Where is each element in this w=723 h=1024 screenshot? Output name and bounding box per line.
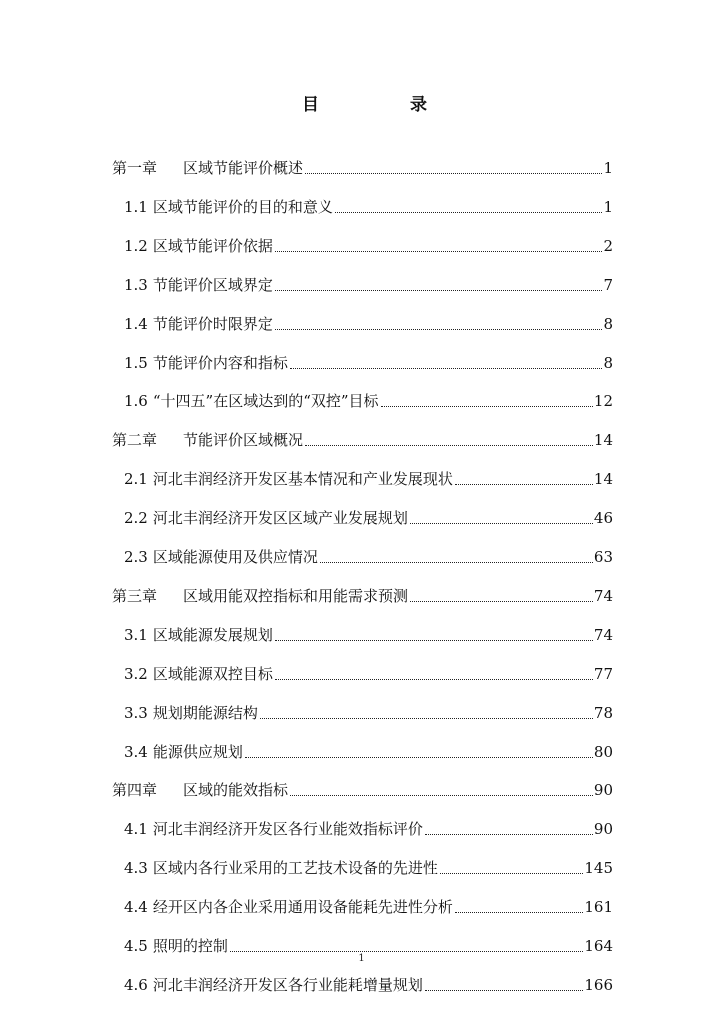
toc-entry-text: 区域节能评价概述 xyxy=(183,159,304,177)
toc-entry-text: 河北丰润经济开发区各行业能效指标评价 xyxy=(152,820,423,839)
toc-entry-label xyxy=(124,469,454,489)
toc-entry-number: 2.1 xyxy=(124,470,148,489)
toc-entry-label xyxy=(124,742,244,762)
toc-page-number: 74 xyxy=(593,625,613,644)
dot-leader xyxy=(275,639,593,641)
toc-entry-text: 节能评价时限界定 xyxy=(152,314,273,333)
toc-entry-number: 1.2 xyxy=(124,236,148,255)
toc-entry-number: 3.2 xyxy=(124,664,148,683)
toc-entry-text: 区域用能双控指标和用能需求预测 xyxy=(183,586,409,605)
toc-chapter-entry[interactable] xyxy=(112,580,613,606)
toc-entry-label xyxy=(124,391,380,411)
toc-entry-number: 1.4 xyxy=(124,314,148,333)
toc-page-number: 90 xyxy=(593,820,613,839)
page-number: 1 xyxy=(358,953,365,964)
toc-page-number: 8 xyxy=(603,314,613,333)
toc-entry-number: 1.1 xyxy=(124,197,148,216)
toc-page-number: 7 xyxy=(603,275,613,294)
toc-section-entry[interactable] xyxy=(124,541,613,567)
toc-entry-label xyxy=(124,353,289,373)
toc-entry-label xyxy=(112,780,289,800)
toc-entry-text: 区域节能评价依据 xyxy=(152,236,273,255)
toc-entry-number: 1.3 xyxy=(124,275,148,294)
toc-page-number: 1 xyxy=(603,197,613,216)
toc-entry-text: 河北丰润经济开发区各行业能耗增量规划 xyxy=(152,975,423,994)
toc-section-entry[interactable] xyxy=(124,230,613,256)
toc-page-number: 80 xyxy=(593,742,613,761)
toc-section-entry[interactable] xyxy=(124,619,613,645)
dot-leader xyxy=(425,833,593,835)
toc-section-entry[interactable] xyxy=(124,502,613,528)
toc-section-entry[interactable] xyxy=(124,191,613,217)
dot-leader xyxy=(455,483,593,485)
toc-section-entry[interactable] xyxy=(124,736,613,762)
toc-entry-label xyxy=(112,586,409,606)
toc-chapter-entry[interactable] xyxy=(112,424,613,450)
dot-leader xyxy=(381,405,593,407)
toc-page-number: 161 xyxy=(584,898,613,917)
toc-section-entry[interactable] xyxy=(124,463,613,489)
toc-entry-number: 第四章 xyxy=(112,781,158,800)
toc-section-entry[interactable] xyxy=(124,969,613,995)
toc-section-entry[interactable] xyxy=(124,269,613,295)
toc-page-number: 46 xyxy=(593,509,613,528)
dot-leader xyxy=(230,950,583,952)
dot-leader xyxy=(440,872,583,874)
toc-entry-label xyxy=(124,314,274,334)
toc-entry-text: 区域能源发展规划 xyxy=(152,625,273,644)
toc-entry-text: 经开区内各企业采用通用设备能耗先进性分析 xyxy=(152,898,453,917)
toc-entry-text: 规划期能源结构 xyxy=(152,703,258,722)
toc-entry-text: 区域能源使用及供应情况 xyxy=(152,548,318,566)
toc-page-number: 78 xyxy=(593,703,613,722)
toc-page-number: 8 xyxy=(603,353,613,372)
dot-leader xyxy=(320,561,593,563)
toc-entry-text: “十四五”在区域达到的“双控”目标 xyxy=(152,392,379,411)
toc-entry-label xyxy=(124,858,439,878)
toc-page-number: 145 xyxy=(584,859,613,878)
toc-entry-number: 1.6 xyxy=(124,392,148,411)
toc-entry-text: 节能评价内容和指标 xyxy=(152,353,288,372)
toc-section-entry[interactable] xyxy=(124,658,613,684)
toc-page-number: 166 xyxy=(584,975,613,994)
toc-entry-label xyxy=(124,625,274,645)
toc-entry-number: 4.5 xyxy=(124,937,148,955)
dot-leader xyxy=(260,717,593,719)
toc-section-entry[interactable] xyxy=(124,385,613,411)
toc-entry-label xyxy=(124,664,274,684)
toc-entry-text: 区域能源双控目标 xyxy=(152,664,273,683)
toc-entry-text: 节能评价区域概况 xyxy=(183,431,304,450)
toc-page-number: 164 xyxy=(584,937,613,955)
toc-entry-label xyxy=(124,197,334,217)
toc-entry-number: 3.4 xyxy=(124,742,148,761)
dot-leader xyxy=(335,211,603,213)
toc-entry-label xyxy=(124,897,454,917)
toc-entry-label xyxy=(124,547,319,567)
dot-leader xyxy=(290,794,593,796)
dot-leader xyxy=(290,367,603,369)
dot-leader xyxy=(275,328,603,330)
toc-entry-text: 照明的控制 xyxy=(152,937,228,955)
dot-leader xyxy=(245,756,593,758)
toc-page-number: 14 xyxy=(593,431,613,450)
toc-section-entry[interactable] xyxy=(124,697,613,723)
dot-leader xyxy=(275,289,603,291)
toc-page-number: 74 xyxy=(593,586,613,605)
toc-page-number: 90 xyxy=(593,781,613,800)
dot-leader xyxy=(455,911,583,913)
toc-page-number: 1 xyxy=(603,159,613,177)
toc-entry-number: 4.4 xyxy=(124,898,148,917)
toc-entry-text: 节能评价区域界定 xyxy=(152,275,273,294)
title-char-1: 目 xyxy=(302,95,319,115)
toc-entry-label xyxy=(124,275,274,295)
toc-entry-number: 2.3 xyxy=(124,548,148,566)
toc-section-entry[interactable] xyxy=(124,347,613,373)
toc-page-number: 2 xyxy=(603,236,613,255)
dot-leader xyxy=(275,678,593,680)
toc-entry-text: 区域内各行业采用的工艺技术设备的先进性 xyxy=(152,859,438,878)
dot-leader xyxy=(410,600,593,602)
dot-leader xyxy=(410,522,593,524)
toc-entry-label xyxy=(124,236,274,256)
toc-entry-text: 河北丰润经济开发区基本情况和产业发展现状 xyxy=(152,470,453,489)
toc-entry-label xyxy=(124,703,259,723)
toc-chapter-entry[interactable] xyxy=(112,152,613,178)
title-char-2: 录 xyxy=(410,95,427,115)
toc-entry-number: 1.5 xyxy=(124,353,148,372)
toc-entry-number: 4.1 xyxy=(124,820,148,839)
toc-entry-text: 区域的能效指标 xyxy=(183,781,289,800)
toc-entry-label xyxy=(112,158,304,178)
toc-page-number: 63 xyxy=(593,548,613,566)
toc-entry-number: 3.1 xyxy=(124,625,148,644)
dot-leader xyxy=(305,172,602,174)
toc-page-number: 77 xyxy=(593,664,613,683)
toc-entry-label xyxy=(124,819,424,839)
toc-entry-number: 4.6 xyxy=(124,975,148,994)
dot-leader xyxy=(305,444,593,446)
toc-entry-number: 第二章 xyxy=(112,431,158,450)
toc-entry-label xyxy=(124,975,424,995)
toc-entry-text: 能源供应规划 xyxy=(152,742,243,761)
dot-leader xyxy=(275,250,603,252)
toc-entry-number: 4.3 xyxy=(124,859,148,878)
toc-entry-label xyxy=(124,508,409,528)
toc-section-entry[interactable] xyxy=(124,891,613,917)
toc-page-number: 12 xyxy=(593,392,613,411)
page-title xyxy=(0,90,723,120)
toc-entry-number: 第三章 xyxy=(112,586,158,605)
toc-entry-label xyxy=(112,430,304,450)
dot-leader xyxy=(425,989,583,991)
toc-entry-number: 第一章 xyxy=(112,159,158,177)
toc-section-entry[interactable] xyxy=(124,308,613,334)
toc-section-entry[interactable] xyxy=(124,813,613,839)
toc-entry-text: 河北丰润经济开发区区域产业发展规划 xyxy=(152,509,408,528)
toc-entry-number: 3.3 xyxy=(124,703,148,722)
toc-entry-number: 2.2 xyxy=(124,509,148,528)
toc-chapter-entry[interactable] xyxy=(112,774,613,800)
toc-section-entry[interactable] xyxy=(124,852,613,878)
toc-page-number: 14 xyxy=(593,470,613,489)
toc-entry-text: 区域节能评价的目的和意义 xyxy=(152,197,333,216)
